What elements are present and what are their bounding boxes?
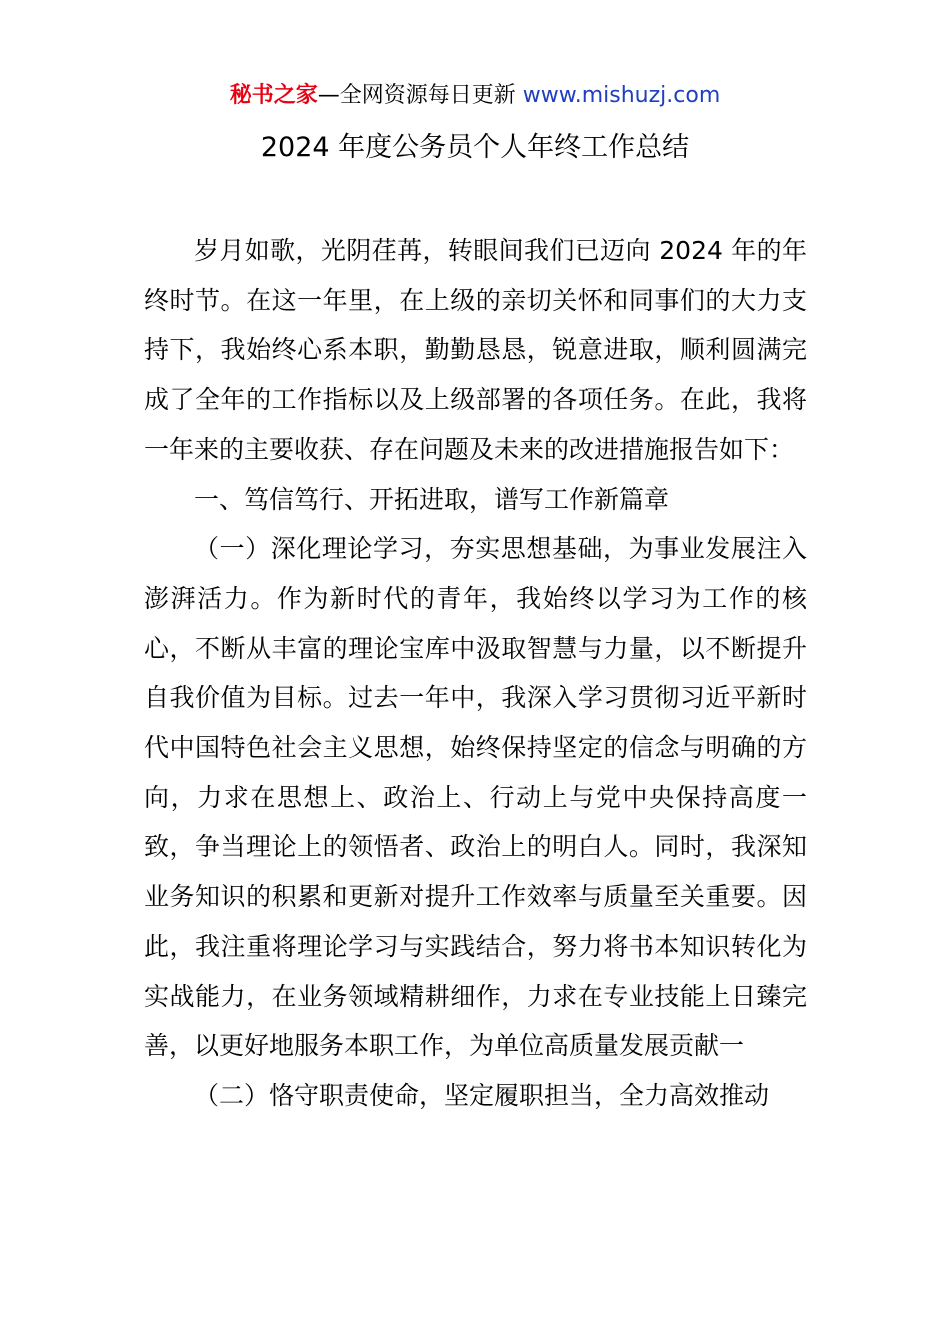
site-header [0, 80, 950, 112]
subsection-paragraph-2: （二）恪守职责使命，坚定履职担当，全力高效推动 [194, 1080, 770, 1110]
document-title: 2024 年度公务员个人年终工作总结 [260, 132, 690, 163]
site-brand: 秘书之家 [229, 83, 318, 108]
subsection-paragraph-1: （一）深化理论学习，夯实思想基础，为事业发展注入澎湃活力。作为新时代的青年，我始终以学习为工作的核心，不断从丰富的理论宝库中汲取智慧与力量，以不断提升自我价值为目标。过去一年中，我深入学习贯彻习近平新时代中国特色社会主义思想，始终保持坚定的信念与明确的方向，力求在思想上、政治上、行动上与党中央保持高度一致，争当理论上的领悟者、政治上的明白人。同时，我深知业务知识的积累和更新对提升工作效率与质量至关重要。因此，我注重将理论学习与实践结合，努力将书本知识转化为实战能力，在业务领域精耕细作，力求在专业技能上日臻完善，以更好地服务本职工作，为单位高质量发展贡献一 [144, 534, 807, 1061]
site-tagline: —全网资源每日更新 [317, 83, 516, 108]
site-url-link[interactable]: www.mishuzj.com [522, 83, 721, 108]
document-body [144, 226, 807, 1121]
section-heading-1: 一、笃信笃行、开拓进取，谱写工作新篇章 [194, 484, 670, 514]
intro-paragraph: 岁月如歌，光阴荏苒，转眼间我们已迈向 2024 年的年终时节。在这一年里，在上级的亲切关怀和同事们的大力支持下，我始终心系本职，勤勤恳恳，锐意进取，顺利圆满完成了全年的工作指标以及上级部署的各项任务。在此，我将一年来的主要收获、存在问题及未来的改进措施报告如下： [144, 236, 807, 464]
